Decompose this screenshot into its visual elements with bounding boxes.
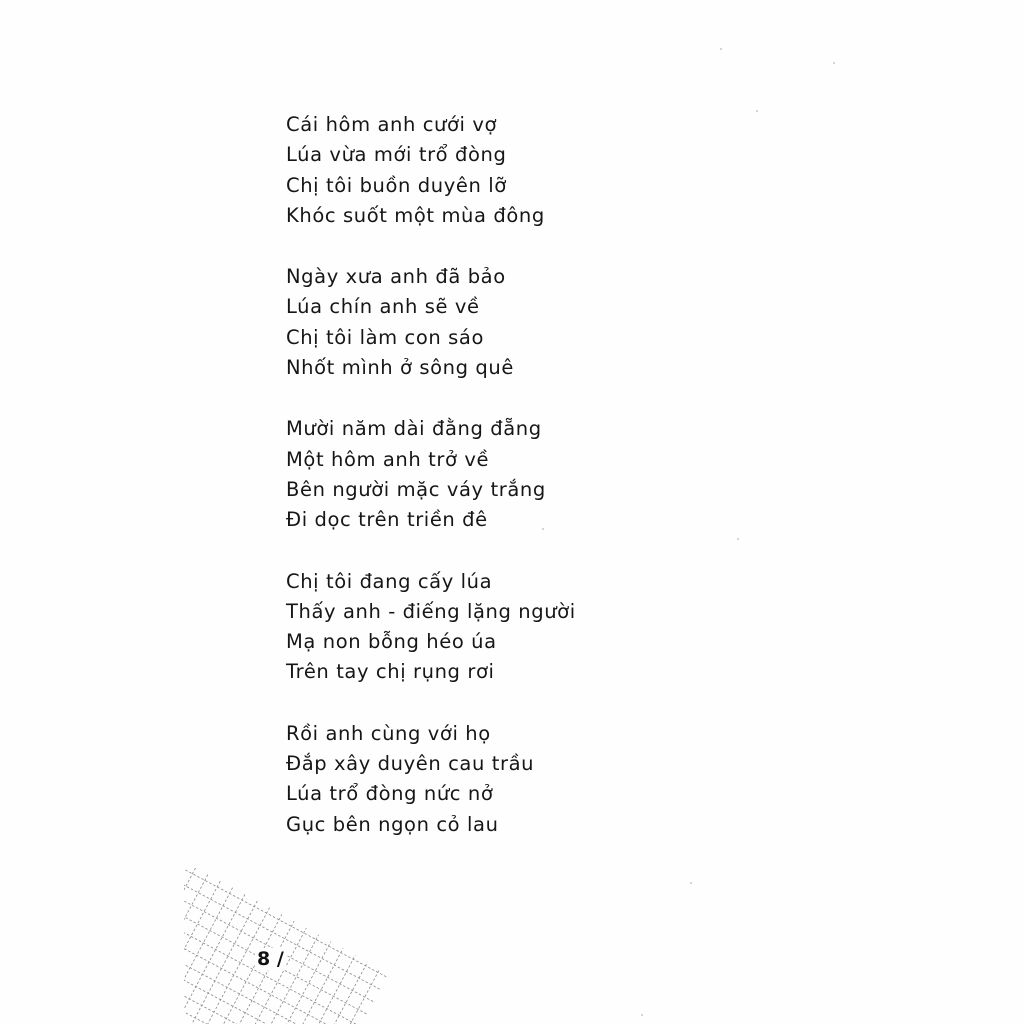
paper-speck [641,1014,643,1016]
poem-line: Gục bên ngọn cỏ lau [286,812,499,836]
stanza [286,719,706,840]
poem-line: Mạ non bỗng héo úa [286,630,497,654]
poem-line: Cái hôm anh cưới vợ [286,113,498,136]
poem-line: Chị tôi làm con sáo [286,325,484,349]
poem-line: Lúa chín anh sẽ về [286,295,480,319]
poem-line: Mười năm dài đằng đẵng [286,417,542,441]
poem-line: Thấy anh - điếng lặng người [286,599,576,623]
page-number: 8 / [257,948,284,970]
stanza [286,110,706,231]
poem-line: Chị tôi đang cấy lúa [286,569,493,593]
paper-speck [720,48,722,50]
poem-line: Lúa vừa mới trổ đòng [286,143,507,167]
decorative-grid-pattern [184,850,404,1024]
poem-line: Ngày xưa anh đã bảo [286,265,506,289]
poem-line: Một hôm anh trở về [286,447,490,471]
poem-line: Bên người mặc váy trắng [286,477,546,501]
poem-line: Đi dọc trên triền đê [286,508,488,532]
stanza [286,567,706,688]
paper-speck [833,62,835,64]
poem-line: Rồi anh cùng với họ [286,721,491,745]
paper-speck [737,538,739,540]
paper-speck [690,882,692,884]
poem-line: Đắp xây duyên cau trầu [286,752,535,776]
poem [286,110,706,871]
poem-line: Trên tay chị rụng rơi [286,660,495,684]
poem-line: Chị tôi buồn duyên lỡ [286,173,507,197]
poem-line: Khóc suốt một mùa đông [286,203,545,227]
paper-speck [542,528,544,530]
stanza [286,262,706,383]
poem-line: Nhốt mình ở sông quê [286,356,514,380]
stanza [286,414,706,535]
paper-speck [756,110,758,112]
poem-line: Lúa trổ đòng nức nở [286,782,494,806]
